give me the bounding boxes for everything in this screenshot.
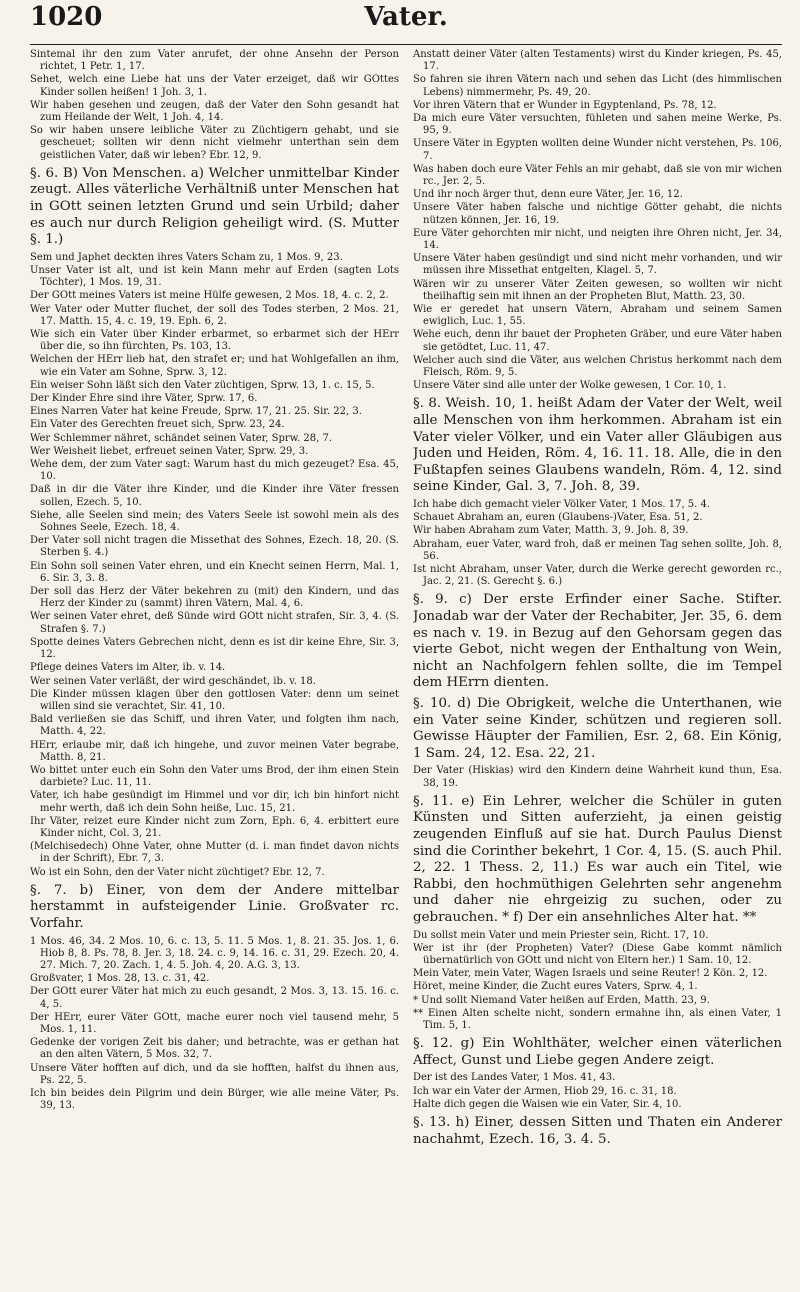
citation-entry: Was haben doch eure Väter Fehls an mir gehabt, daß sie von mir wichen rc., Jer. 2, 5. [413, 163, 782, 188]
citation-entry: Unsere Väter in Egypten wollten deine Wunder nicht verstehen, Ps. 106, 7. [413, 138, 782, 162]
citation-entry: Ich war ein Vater der Armen, Hiob 29, 16. c. 31, 18. [413, 1085, 677, 1097]
citation-entry: Pflege deines Vaters im Alter, ib. v. 14. [30, 662, 226, 674]
citation-entry: Du sollst mein Vater und mein Priester sein, Richt. 17, 10. [413, 929, 709, 941]
page-title: Vater. [364, 2, 448, 32]
citation-entry: Wer seinen Vater verläßt, der wird geschändet, ib. v. 18. [30, 675, 316, 687]
citation-entry: Der GOtt meines Vaters ist meine Hülfe gewesen, 2 Mos. 18, 4. c. 2, 2. [30, 290, 389, 302]
citation-entry: * Und sollt Niemand Vater heißen auf Erden, Matth. 23, 9. [413, 994, 710, 1006]
citation-entry: Da mich eure Väter versuchten, fühleten und sahen meine Werke, Ps. 95, 9. [413, 113, 782, 137]
citation-entry: Unsere Väter haben gesündigt und sind nicht mehr vorhanden, und wir müssen ihre Missethat entgelten, Klagel. 5, 7. [413, 253, 782, 277]
citation-entry: So fahren sie ihren Vätern nach und sehen das Licht (des himmlischen Lebens) nimmermehr, Ps. 49, 20. [413, 74, 782, 98]
citation-entry: Der Vater (Hiskias) wird den Kindern deine Wahrheit kund thun, Esa. 38, 19. [413, 765, 782, 789]
citation-entry: Sehet, welch eine Liebe hat uns der Vater erzeiget, daß wir GOttes Kinder sollen heißen! 1 Joh. 3, 1. [30, 74, 399, 98]
citation-entry: HErr, erlaube mir, daß ich hingehe, und zuvor meinen Vater begrabe, Matth. 8, 21. [30, 739, 399, 763]
citation-entry: Der Vater soll nicht tragen die Missethat des Sohnes, Ezech. 18, 20. (S. Sterben §. 4.) [30, 535, 399, 559]
citation-entry: Höret, meine Kinder, die Zucht eures Vaters, Sprw. 4, 1. [413, 981, 698, 993]
citation-entry: Wie sich ein Vater über Kinder erbarmet, so erbarmet sich der HErr über die, so ihn fürchten, Ps. 103, 13. [30, 329, 399, 353]
left-column [30, 49, 399, 1285]
citation-entry: Der GOtt eurer Väter hat mich zu euch gesandt, 2 Mos. 3, 13. 15. 16. c. 4, 5. [30, 986, 399, 1010]
citation-entry: Wo ist ein Sohn, den der Vater nicht züchtiget? Ebr. 12, 7. [30, 866, 325, 878]
citation-entry: Schauet Abraham an, euren (Glaubens-)Vater, Esa. 51, 2. [413, 512, 703, 524]
citation-entry: Der ist des Landes Vater, 1 Mos. 41, 43. [413, 1072, 616, 1084]
right-column [413, 49, 782, 1285]
citation-entry: Welchen der HErr lieb hat, den strafet er; und hat Wohlgefallen an ihm, wie ein Vater am Sohne, Sprw. 3, 12. [30, 354, 399, 378]
citation-entry: Wären wir zu unserer Väter Zeiten gewesen, so wollten wir nicht theilhaftig sein mit ihnen an der Propheten Blut, Matth. 23, 30. [413, 278, 782, 302]
citation-entry: Unsere Väter haben falsche und nichtige Götter gehabt, die nichts nützen können, Jer. 16, 19. [413, 202, 782, 226]
citation-entry: 1 Mos. 46, 34. 2 Mos. 10, 6. c. 13, 5. 11. 5 Mos. 1, 8. 21. 35. Jos. 1, 6. Hiob 8, 8. Ps. 78, 8. Jer. 3, 18. 24. c. 9, 14. 16. c. 31, 29. Ezech. 20, 4. 27. Mich. 7, 20. Zach. 1, 4. 5. Joh. 4, 20. A.G. 3, 13. [30, 935, 399, 971]
citation-entry: Vater, ich habe gesündigt im Himmel und vor dir, ich bin hinfort nicht mehr werth, daß ich dein Sohn heiße, Luc. 15, 21. [30, 790, 399, 814]
citation-entry: Ein Vater des Gerechten freuet sich, Sprw. 23, 24. [30, 419, 285, 431]
citation-entry: Vor ihren Vätern that er Wunder in Egyptenland, Ps. 78, 12. [413, 99, 717, 111]
citation-entry: Mein Vater, mein Vater, Wagen Israels und seine Reuter! 2 Kön. 2, 12. [413, 968, 768, 980]
section-heading: §. 6. B) Von Menschen. a) Welcher unmittelbar Kinder zeugt. Alles väterliche Verhältniß unter Menschen hat in GOtt seinen letzten Grund und sein Urbild; daher es auch nur durch Religion geheiligt wird. (S. Mutter §. 1.) [30, 165, 399, 248]
citation-entry: Ich bin beides dein Pilgrim und dein Bürger, wie alle meine Väter, Ps. 39, 13. [30, 1087, 399, 1112]
citation-entry: Wer Schlemmer nähret, schändet seinen Vater, Sprw. 28, 7. [30, 432, 333, 444]
citation-entry: Wir haben gesehen und zeugen, daß der Vater den Sohn gesandt hat zum Heilande der Welt, 1 Joh. 4, 14. [30, 99, 399, 124]
citation-entry: Ein weiser Sohn läßt sich den Vater züchtigen, Sprw. 13, 1. c. 15, 5. [30, 379, 375, 391]
citation-entry: Großvater, 1 Mos. 28, 13. c. 31, 42. [30, 973, 210, 985]
citation-entry: Eines Narren Vater hat keine Freude, Sprw. 17, 21. 25. Sir. 22, 3. [30, 406, 362, 418]
citation-entry: So wir haben unsere leibliche Väter zu Züchtigern gehabt, und sie gescheuet; sollten wir denn nicht vielmehr unterthan sein dem geistlichen Vater, daß wir leben? Ebr. 12, 9. [30, 125, 399, 161]
citation-entry: ** Einen Alten schelte nicht, sondern ermahne ihn, als einen Vater, 1 Tim. 5, 1. [413, 1007, 782, 1031]
citation-entry: (Melchisedech) Ohne Vater, ohne Mutter (d. i. man findet davon nichts in der Schrift), Ebr. 7, 3. [30, 841, 399, 865]
citation-entry: Eure Väter gehorchten mir nicht, und neigten ihre Ohren nicht, Jer. 34, 14. [413, 227, 782, 252]
section-heading: §. 12. g) Ein Wohlthäter, welcher einen väterlichen Affect, Gunst und Liebe gegen Andere zeigt. [413, 1036, 782, 1068]
citation-entry: Der HErr, eurer Väter GOtt, mache eurer noch viel tausend mehr, 5 Mos. 1, 11. [30, 1011, 399, 1035]
citation-entry: Anstatt deiner Väter (alten Testaments) wirst du Kinder kriegen, Ps. 45, 17. [413, 49, 782, 73]
section-heading: §. 8. Weish. 10, 1. heißt Adam der Vater der Welt, weil alle Menschen von ihm herkommen. Abraham ist ein Vater vieler Völker, und ein Vater aller Gläubigen aus Juden und Heiden, Röm. 4, 16. 11. 18. Alle, die in den Fußtapfen seines Glaubens wandeln, Röm. 4, 12. sind seine Kinder, Gal. 3, 7. Joh. 8, 39. [413, 396, 782, 495]
citation-entry: Bald verließen sie das Schiff, und ihren Vater, und folgten ihm nach, Matth. 4, 22. [30, 714, 399, 738]
citation-entry: Unser Vater ist alt, und ist kein Mann mehr auf Erden (sagten Lots Töchter), 1 Mos. 19, 31. [30, 265, 399, 289]
citation-entry: Wer ist ihr (der Propheten) Vater? (Diese Gabe kommt nämlich übernatürlich von GOtt und nicht von Eltern her.) 1 Sam. 10, 12. [413, 942, 782, 966]
citation-entry: Die Kinder müssen klagen über den gottlosen Vater: denn um seinet willen sind sie verachtet, Sir. 41, 10. [30, 688, 399, 712]
citation-entry: Ein Sohn soll seinen Vater ehren, und ein Knecht seinen Herrn, Mal. 1, 6. Sir. 3, 3. 8. [30, 560, 399, 584]
page-header [30, 0, 782, 45]
citation-entry: Sem und Japhet deckten ihres Vaters Scham zu, 1 Mos. 9, 23. [30, 251, 343, 263]
section-heading: §. 9. c) Der erste Erfinder einer Sache. Stifter. Jonadab war der Vater der Rechabiter, Jer. 35, 6. dem es nach v. 19. in Bezug auf den Gehorsam gegen das vierte Gebot, nicht wegen der Enthaltung von Wein, nicht an Nachfolgern fehlen sollte, die im Tempel dem HErrn dienten. [413, 592, 782, 691]
citation-entry: Sintemal ihr den zum Vater anrufet, der ohne Ansehn der Person richtet, 1 Petr. 1, 17. [30, 49, 399, 73]
citation-entry: Wer Vater oder Mutter fluchet, der soll des Todes sterben, 2 Mos. 21, 17. Matth. 15, 4. c. 19, 19. Eph. 6, 2. [30, 303, 399, 327]
citation-entry: Wo bittet unter euch ein Sohn den Vater ums Brod, der ihm einen Stein darbiete? Luc. 11, 11. [30, 764, 399, 789]
citation-entry: Gedenke der vorigen Zeit bis daher; und betrachte, was er gethan hat an den alten Vätern, 5 Mos. 32, 7. [30, 1037, 399, 1061]
citation-entry: Unsere Väter hofften auf dich, und da sie hofften, halfst du ihnen aus, Ps. 22, 5. [30, 1062, 399, 1086]
citation-entry: Welcher auch sind die Väter, aus welchen Christus herkommt nach dem Fleisch, Röm. 9, 5. [413, 354, 782, 379]
citation-entry: Der soll das Herz der Väter bekehren zu (mit) den Kindern, und das Herz der Kinder zu (sammt) ihren Vätern, Mal. 4, 6. [30, 586, 399, 610]
citation-entry: Wer seinen Vater ehret, deß Sünde wird GOtt nicht strafen, Sir. 3, 4. (S. Strafen §. 7.) [30, 611, 399, 635]
citation-entry: Wehe dem, der zum Vater sagt: Warum hast du mich gezeuget? Esa. 45, 10. [30, 459, 399, 483]
citation-entry: Abraham, euer Vater, ward froh, daß er meinen Tag sehen sollte, Joh. 8, 56. [413, 538, 782, 562]
section-heading: §. 7. b) Einer, von dem der Andere mittelbar herstammt in aufsteigender Linie. Großvater rc. Vorfahr. [30, 882, 399, 931]
citation-entry: Daß in dir die Väter ihre Kinder, und die Kinder ihre Väter fressen sollen, Ezech. 5, 10. [30, 484, 399, 508]
section-heading: §. 13. h) Einer, dessen Sitten und Thaten ein Anderer nachahmt, Ezech. 16, 3. 4. 5. [413, 1114, 782, 1147]
citation-entry: Ich habe dich gemacht vieler Völker Vater, 1 Mos. 17, 5. 4. [413, 499, 711, 511]
citation-entry: Spotte deines Vaters Gebrechen nicht, denn es ist dir keine Ehre, Sir. 3, 12. [30, 636, 399, 661]
citation-entry: Wir haben Abraham zum Vater, Matth. 3, 9. Joh. 8, 39. [413, 525, 689, 537]
citation-entry: Unsere Väter sind alle unter der Wolke gewesen, 1 Cor. 10, 1. [413, 380, 727, 392]
page-number: 1020 [30, 2, 103, 32]
citation-entry: Der Kinder Ehre sind ihre Väter, Sprw. 17, 6. [30, 393, 258, 405]
citation-entry: Wer Weisheit liebet, erfreuet seinen Vater, Sprw. 29, 3. [30, 445, 309, 457]
citation-entry: Ist nicht Abraham, unser Vater, durch die Werke gerecht geworden rc., Jac. 2, 21. (S. Gerecht §. 6.) [413, 564, 782, 588]
citation-entry: Halte dich gegen die Waisen wie ein Vater, Sir. 4, 10. [413, 1098, 682, 1110]
text-columns [30, 49, 782, 1285]
section-heading: §. 10. d) Die Obrigkeit, welche die Unterthanen, wie ein Vater seine Kinder, schützen und regieren soll. Gewisse Häupter der Familien, Esr. 2, 68. Ein König, 1 Sam. 24, 12. Esa. 22, 21. [413, 696, 782, 761]
citation-entry: Ihr Väter, reizet eure Kinder nicht zum Zorn, Eph. 6, 4. erbittert eure Kinder nicht, Col. 3, 21. [30, 815, 399, 839]
citation-entry: Wehe euch, denn ihr bauet der Propheten Gräber, und eure Väter haben sie getödtet, Luc. 11, 47. [413, 329, 782, 353]
section-heading: §. 11. e) Ein Lehrer, welcher die Schüler in guten Künsten und Sitten auferzieht, ja einen geistig zeugenden Einfluß auf sie hat. Durch Paulus Dienst sind die Corinther bekehrt, 1 Cor. 4, 15. (S. auch Phil. 2, 22. 1 Thess. 2, 11.) Es war auch ein Titel, wie Rabbi, den hochmüthigen Gelehrten sehr angenehm und daher nie ehrgeizig zu suchen, oder zu gebrauchen. * f) Der ein ansehnliches Alter hat. ** [413, 793, 782, 925]
citation-entry: Wie er geredet hat unsern Vätern, Abraham und seinem Samen ewiglich, Luc. 1, 55. [413, 304, 782, 328]
citation-entry: Und ihr noch ärger thut, denn eure Väter, Jer. 16, 12. [413, 189, 683, 201]
citation-entry: Siehe, alle Seelen sind mein; des Vaters Seele ist sowohl mein als des Sohnes Seele, Ezech. 18, 4. [30, 509, 399, 534]
